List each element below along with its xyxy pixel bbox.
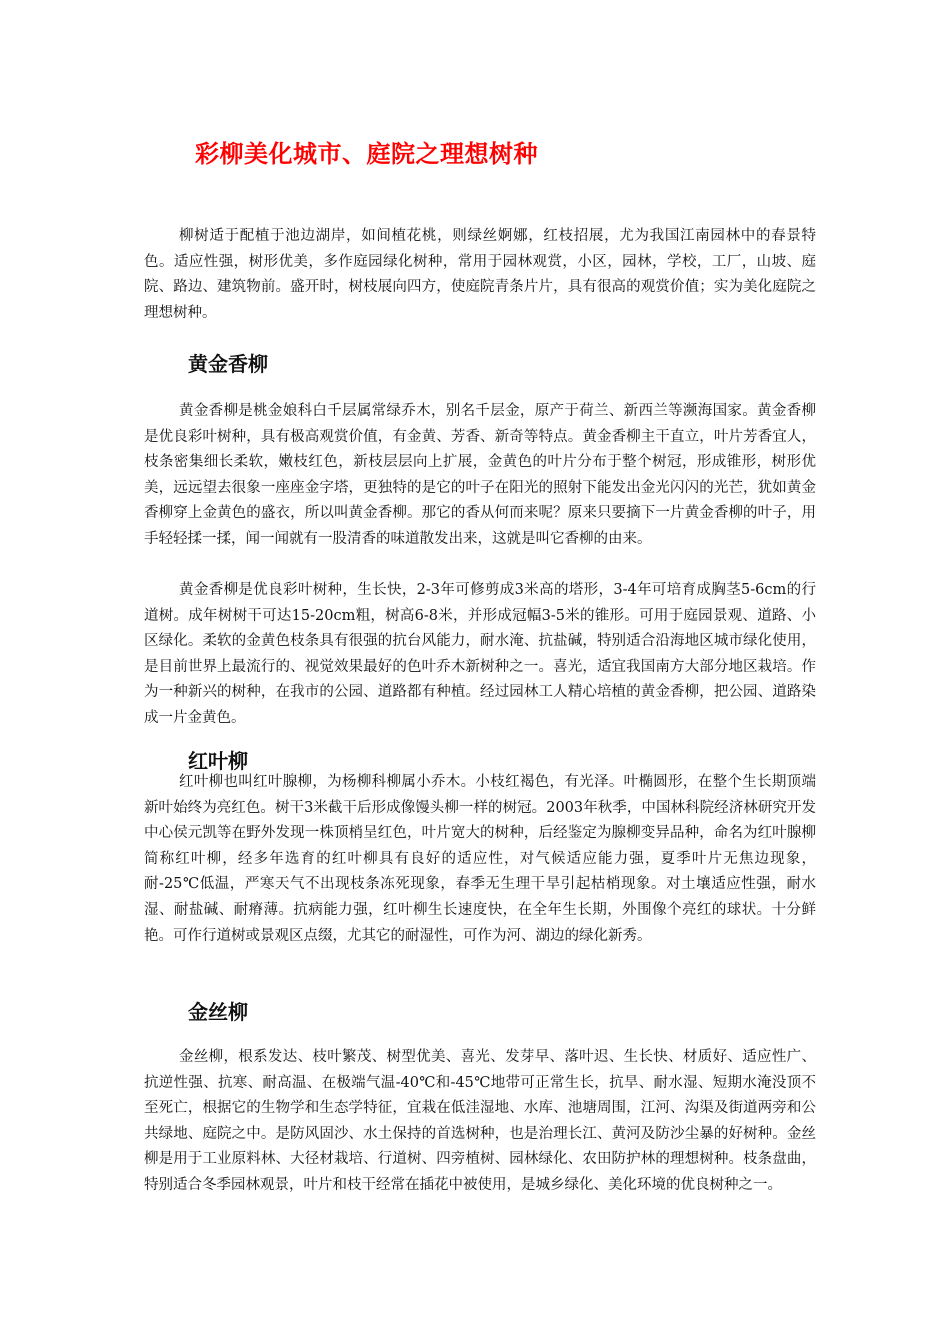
section-heading-huangjin: 黄金香柳 (188, 352, 268, 376)
intro-paragraph: 柳树适于配植于池边湖岸，如间植花桃，则绿丝婀娜，红枝招展，尤为我国江南园林中的春景特色。适应性强，树形优美，多作庭园绿化树种，常用于园林观赏，小区，园林，学校，工厂，山坡、庭院、路边、建筑物前。盛开时，树枝展向四方，使庭院青条片片，具有很高的观赏价值；实为美化庭院之理想树种。 (144, 228, 816, 321)
section-heading-hongye: 红叶柳 (188, 749, 248, 773)
section-paragraph-huangjin-2: 黄金香柳是优良彩叶树种，生长快，2-3年可修剪成3米高的塔形，3-4年可培育成胸茎5-6cm的行道树。成年树树干可达15-20cm粗，树高6-8米，并形成冠幅3-5米的锥形。可用于庭园景观、道路、小区绿化。柔软的金黄色枝条具有很强的抗台风能力，耐水淹、抗盐碱，特别适合沿海地区城市绿化使用，是目前世界上最流行的、视觉效果最好的色叶乔木新树种之一。喜光，适宜我国南方大部分地区栽培。作为一种新兴的树种，在我市的公园、道路都有种植。经过园林工人精心培植的黄金香柳，把公园、道路染成一片金黄色。 (144, 582, 816, 726)
section-paragraph-jinsi-1: 金丝柳，根系发达、枝叶繁茂、树型优美、喜光、发芽早、落叶迟、生长快、材质好、适应性广、抗逆性强、抗寒、耐高温、在极端气温-40℃和-45℃地带可正常生长，抗旱、耐水湿、短期水淹没顶不至死亡，根据它的生物学和生态学特征，宜栽在低洼湿地、水库、池塘周围，江河、沟渠及街道两旁和公共绿地、庭院之中。是防风固沙、水土保持的首选树种，也是治理长江、黄河及防沙尘暴的好树种。金丝柳是用于工业原料林、大径材栽培、行道树、四旁植树、园林绿化、农田防护林的理想树种。枝条盘曲，特别适合冬季园林观景，叶片和枝干经常在插花中被使用，是城乡绿化、美化环境的优良树种之一。 (144, 1049, 816, 1193)
document-title: 彩柳美化城市、庭院之理想树种 (195, 140, 538, 168)
section-paragraph-hongye-1: 红叶柳也叫红叶腺柳，为杨柳科柳属小乔木。小枝红褐色，有光泽。叶椭圆形，在整个生长期顶端新叶始终为亮红色。树干3米截干后形成像馒头柳一样的树冠。2003年秋季，中国林科院经济林研究开发中心侯元凯等在野外发现一株顶梢呈红色，叶片宽大的树种，后经鉴定为腺柳变异品种，命名为红叶腺柳简称红叶柳，经多年选育的红叶柳具有良好的适应性，对气候适应能力强，夏季叶片无焦边现象，耐-25℃低温，严寒天气不出现枝条冻死现象，春季无生理干旱引起枯梢现象。对土壤适应性强，耐水湿、耐盐碱、耐瘠薄。抗病能力强，红叶柳生长速度快，在全年生长期，外围像个亮红的球状。十分鲜艳。可作行道树或景观区点缀，尤其它的耐湿性，可作为河、湖边的绿化新秀。 (144, 774, 816, 944)
section-heading-jinsi: 金丝柳 (188, 1000, 248, 1024)
section-paragraph-huangjin-1: 黄金香柳是桃金娘科白千层属常绿乔木，别名千层金，原产于荷兰、新西兰等濒海国家。黄金香柳是优良彩叶树种，具有极高观赏价值，有金黄、芳香、新奇等特点。黄金香柳主干直立，叶片芳香宜人，枝条密集细长柔软，嫩枝红色，新枝层层向上扩展，金黄色的叶片分布于整个树冠，形成锥形，树形优美，远远望去很象一座座金字塔，更独特的是它的叶子在阳光的照射下能发出金光闪闪的光芒，犹如黄金香柳穿上金黄色的盛衣，所以叫黄金香柳。那它的香从何而来呢？原来只要摘下一片黄金香柳的叶子，用手轻轻揉一揉，闻一闻就有一股清香的味道散发出来，这就是叫它香柳的由来。 (144, 403, 816, 547)
